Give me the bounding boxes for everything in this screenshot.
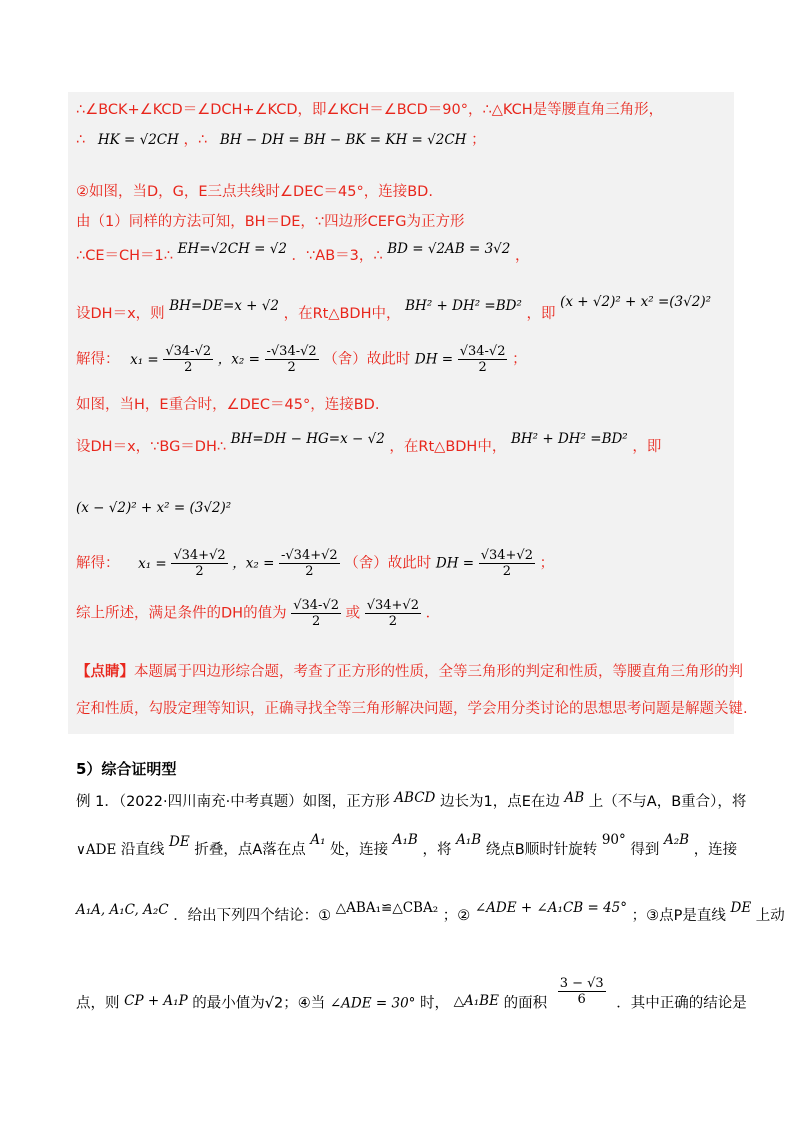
example-text: ；② bbox=[442, 908, 471, 924]
example-text: ，连接 bbox=[693, 842, 738, 858]
dh-fraction bbox=[479, 548, 535, 579]
example-text: 上动 bbox=[755, 908, 785, 924]
example-text: 时， bbox=[420, 995, 450, 1012]
example-line-2 bbox=[76, 832, 738, 859]
remark-label: 【点睛】 bbox=[76, 664, 134, 680]
solution-text: ，在Rt△BDH中， bbox=[283, 306, 401, 322]
solution-line-12 bbox=[76, 598, 440, 629]
example-text: 上（不与A，B重合），将 bbox=[588, 794, 747, 810]
solution-line-2 bbox=[76, 128, 486, 149]
example-text: ，将 bbox=[422, 842, 452, 858]
example-text: 折叠，点A落在点 bbox=[194, 842, 306, 858]
example-text: 处，连接 bbox=[330, 842, 389, 858]
numerator: √34-√2 bbox=[459, 344, 506, 359]
solution-line-3 bbox=[76, 180, 433, 201]
math-abcd: ABCD bbox=[394, 790, 436, 806]
numerator: √34+√2 bbox=[480, 548, 533, 563]
example-text: 点，则 bbox=[76, 995, 120, 1012]
denominator: 6 bbox=[577, 992, 586, 1007]
denominator: 2 bbox=[287, 360, 296, 375]
solution-line-4 bbox=[76, 210, 465, 231]
example-text: 例 1．（2022·四川南充·中考真题）如图，正方形 bbox=[76, 794, 390, 810]
solution-text: （舍）故此时 bbox=[344, 555, 432, 572]
example-text: 的面积 bbox=[503, 995, 548, 1012]
dh-label: DH = bbox=[435, 555, 475, 572]
example-text: 得到 bbox=[630, 842, 660, 858]
formula-bh-de: BH=DE=x + √2 bbox=[169, 298, 279, 314]
math-a1: A₁ bbox=[310, 832, 326, 848]
solution-text: 综上所述，满足条件的DH的值为 bbox=[76, 605, 287, 622]
root-x2-fraction bbox=[279, 548, 340, 579]
math-ab: AB bbox=[564, 790, 585, 806]
formula-hk: HK = √2CH bbox=[97, 132, 179, 148]
math-cp-a1p: CP + A₁P bbox=[124, 992, 188, 1009]
solution-text: ∴∠BCK+∠KCD＝∠DCH+∠KCD，即∠KCH＝∠BCD＝90°，∴△KCH是等腰直角三角形， bbox=[76, 102, 664, 118]
formula-equation: (x − √2)² + x² = (3√2)² bbox=[76, 500, 232, 516]
denominator: 2 bbox=[388, 614, 397, 629]
root-x2-label: ，x₂ = bbox=[232, 555, 275, 572]
denominator: 2 bbox=[502, 564, 511, 579]
example-text: ．给出下列四个结论：① bbox=[173, 908, 332, 924]
numerator: √34+√2 bbox=[173, 548, 226, 563]
numerator: √34-√2 bbox=[293, 598, 339, 613]
math-angle-30: ∠ADE = 30° bbox=[329, 995, 416, 1012]
numerator: 3 − √3 bbox=[559, 976, 604, 991]
therefore-symbol: ∴ bbox=[76, 132, 86, 148]
example-text: 绕点B顺时针旋转 bbox=[485, 842, 598, 858]
solution-text: 解得： bbox=[76, 351, 120, 368]
solution-text: 由（1）同样的方法可知，BH＝DE，∵四边形CEFG为正方形 bbox=[76, 214, 465, 230]
formula-pythagoras: BH² + DH² =BD² bbox=[510, 431, 628, 447]
math-a1b: A₁B bbox=[456, 832, 482, 848]
math-a2b: A₂B bbox=[663, 832, 690, 848]
example-line-1 bbox=[76, 790, 746, 811]
punctuation: ； bbox=[512, 351, 527, 368]
section-title: 5）综合证明型 bbox=[76, 760, 177, 778]
formula-pythagoras: BH² + DH² =BD² bbox=[405, 298, 522, 314]
punctuation: ； bbox=[539, 555, 555, 572]
punctuation: ； bbox=[471, 132, 486, 148]
solution-line-13 bbox=[76, 660, 743, 681]
example-line-4 bbox=[76, 976, 747, 1019]
solution-line-11 bbox=[76, 548, 554, 579]
formula-equation: (x + √2)² + x² =(3√2)² bbox=[560, 294, 712, 310]
solution-text: 设DH＝x，则 bbox=[76, 306, 165, 322]
math-triangle-a1be: △A₁BE bbox=[453, 992, 499, 1009]
denominator: 2 bbox=[184, 360, 193, 375]
remark-text: 本题属于四边形综合题，考查了正方形的性质，全等三角形的判定和性质，等腰直角三角形的判 bbox=[134, 664, 743, 680]
solution-text: ，即 bbox=[632, 439, 662, 455]
math-congruence: △ABA₁≌△CBA₂ bbox=[335, 900, 439, 916]
math-de: DE bbox=[730, 900, 752, 916]
punctuation: ， bbox=[515, 248, 530, 264]
dh-fraction bbox=[458, 344, 508, 375]
numerator: -√34+√2 bbox=[281, 548, 338, 563]
punctuation: ． bbox=[425, 605, 441, 622]
solution-text: （舍）故此时 bbox=[323, 351, 411, 368]
example-text: 边长为1，点E在边 bbox=[440, 794, 560, 810]
solution-line-9 bbox=[76, 431, 662, 456]
solution-text: 解得： bbox=[76, 555, 120, 572]
root-x1-fraction bbox=[163, 344, 213, 375]
root-x1-fraction bbox=[171, 548, 227, 579]
solution-text: ，即 bbox=[526, 306, 556, 322]
solution-text: 设DH＝x，∵BG＝DH∴ bbox=[76, 439, 227, 455]
solution-line-10 bbox=[76, 500, 231, 516]
solution-line-7 bbox=[76, 344, 527, 375]
formula-bh-dh-hg: BH=DH − HG=x − √2 bbox=[230, 431, 385, 447]
solution-text: 如图，当H，E重合时，∠DEC＝45°，连接BD. bbox=[76, 397, 380, 413]
solution-text: 或 bbox=[345, 605, 361, 622]
example-line-3 bbox=[76, 900, 785, 925]
formula-bh-dh: BH − DH = BH − BK = KH = √2CH bbox=[219, 132, 467, 148]
math-a1b: A₁B bbox=[392, 832, 418, 848]
answer-fraction-1 bbox=[291, 598, 341, 629]
area-fraction bbox=[558, 976, 606, 1007]
math-angle-sum: ∠ADE + ∠A₁CB = 45° bbox=[474, 900, 628, 916]
denominator: 2 bbox=[195, 564, 204, 579]
solution-line-5 bbox=[76, 241, 530, 265]
math-triangle-ade: ∨ADE bbox=[76, 842, 117, 858]
solution-line-6 bbox=[76, 294, 712, 323]
solution-line-8 bbox=[76, 393, 379, 414]
math-segments: A₁A, A₁C, A₂C bbox=[76, 902, 169, 918]
solution-text: ∴CE＝CH＝1∴ bbox=[76, 248, 173, 264]
math-de: DE bbox=[169, 834, 190, 850]
numerator: √34+√2 bbox=[366, 598, 419, 613]
answer-fraction-2 bbox=[365, 598, 421, 629]
dh-label: DH = bbox=[414, 351, 454, 368]
solution-text: ②如图，当D，G，E三点共线时∠DEC＝45°，连接BD. bbox=[76, 184, 433, 200]
example-text: 沿直线 bbox=[120, 842, 165, 858]
numerator: -√34-√2 bbox=[266, 344, 317, 359]
formula-bd: BD = √2AB = 3√2 bbox=[387, 241, 511, 257]
numerator: √34-√2 bbox=[165, 344, 212, 359]
solution-line-1 bbox=[76, 98, 663, 119]
example-text: ．其中正确的结论是 bbox=[616, 995, 747, 1012]
math-90-degrees: 90° bbox=[601, 832, 626, 848]
solution-text: ．∵AB＝3，∴ bbox=[291, 248, 383, 264]
example-text: ；③点P是直线 bbox=[631, 908, 726, 924]
denominator: 2 bbox=[305, 564, 314, 579]
therefore-symbol: ，∴ bbox=[183, 132, 208, 148]
root-x2-label: ，x₂ = bbox=[217, 351, 260, 368]
root-x1-label: x₁ = bbox=[138, 555, 167, 572]
remark-text: 定和性质，勾股定理等知识，正确寻找全等三角形解决问题，学会用分类讨论的思想思考问题是解题关键. bbox=[76, 701, 748, 717]
root-x2-fraction bbox=[265, 344, 319, 375]
denominator: 2 bbox=[311, 614, 321, 629]
denominator: 2 bbox=[478, 360, 487, 375]
solution-text: ，在Rt△BDH中， bbox=[389, 439, 507, 455]
formula-eh: EH=√2CH = √2 bbox=[177, 241, 287, 257]
example-text: 的最小值为√2；④当 bbox=[192, 995, 326, 1012]
solution-line-14 bbox=[76, 697, 748, 718]
root-x1-label: x₁ = bbox=[130, 351, 159, 368]
